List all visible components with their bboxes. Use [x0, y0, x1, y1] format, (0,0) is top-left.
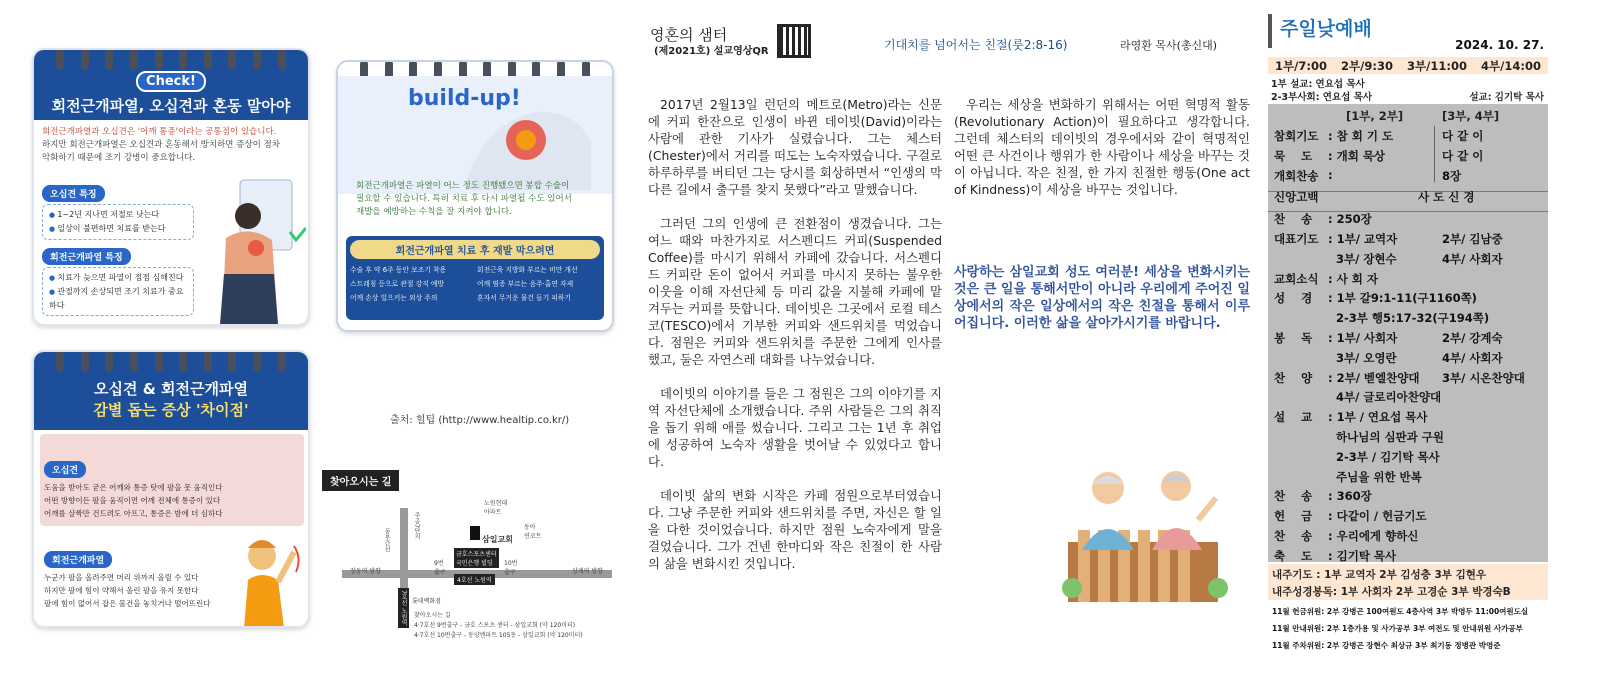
map-label: 9번 출구: [434, 560, 446, 576]
order-value: : 김기탁 목사: [1328, 548, 1397, 563]
order-value: : 개회 묵상: [1328, 148, 1386, 163]
order-label: 개회찬송: [1274, 168, 1319, 183]
order-value-secondary: 다 같 이: [1442, 148, 1484, 163]
order-value: 하나님의 심판과 구원: [1328, 430, 1444, 444]
order-value: 4부/ 글로리아찬양대: [1328, 390, 1442, 405]
map-label: 상계역 방향: [572, 568, 603, 575]
tip-item: 혼자서 무거운 물건 들기 피하기: [477, 294, 571, 302]
card-title: build-up!: [408, 86, 521, 111]
order-label: 신앙고백: [1274, 190, 1319, 205]
order-value-secondary: 3부/ 시온찬양대: [1442, 370, 1525, 385]
order-value-secondary: 다 같 이: [1442, 129, 1484, 143]
section-label: 회전근개파열: [44, 551, 112, 568]
sermon-number: (제2021호) 설교영상QR: [654, 46, 769, 57]
order-value: : 1부/ 교역자: [1328, 232, 1398, 246]
body-line: 필요할 수 있습니다. 특히 치료 후 다시 파열될 수도 있어서: [356, 194, 572, 204]
map-label: 10번 출구: [504, 560, 518, 576]
order-value: :: [1328, 167, 1333, 182]
worship-title: 주일낮예배: [1268, 14, 1548, 48]
map-label: 동아 연코트: [524, 524, 542, 540]
paragraph: 그러던 그의 인생에 큰 전환점이 생겼습니다. 그는 여느 때와 마찬가지로 서스펜디드 커피(Suspended Coffee)를 마시기 위해서 카페에 갔습니다. 서스펜디드 커피란 돈이 없어서 커피를 마시지 못하는 불우한 이웃을 이해 자선단체 등 미리 값을 지불해 카페에 맡겨두는 커피를 뜻합니다. 데이빗은 그곳에서 로컬 테스코(TESCO)에서 기부한 커피와 샌드위치를 먹었습니다. 점원은 커피와 샌드위치를 주문한 그에게 인사를 했고, 둘은 자연스레 대화를 나누었습니다.: [648, 216, 942, 367]
list-item: 어떤 방향이든 팔을 움직이면 어깨 전체에 통증이 있다: [44, 496, 221, 505]
order-value: : 다같이 / 헌금기도: [1328, 509, 1427, 524]
order-value-secondary: 4부/ 사회자: [1442, 350, 1503, 365]
body-line: 회전근개파열은 파열이 어느 정도 진행됐으면 봉합 수술이: [356, 181, 570, 191]
intro-line: 회전근개파열과 오십견은 '어깨 통증'이라는 공통점이 있습니다.: [42, 127, 277, 137]
elderly-couple-illustration: [1058, 460, 1228, 602]
order-value: 3부/ 장현수: [1328, 251, 1397, 266]
map-label: 주공7단지: [413, 512, 420, 540]
next-prayer: 내주기도 : 1부 교역자 2부 김성충 3부 김현우: [1272, 569, 1486, 581]
order-value-secondary: 2부/ 김남중: [1442, 232, 1503, 246]
health-card-check: [32, 48, 310, 326]
order-value: : 우리에게 향하신: [1328, 529, 1419, 543]
order-label: 찬 송: [1274, 489, 1313, 504]
tip-item: 어깨 염증 부르는 음주·흡연 자제: [477, 280, 574, 288]
order-value: 주님을 위한 반복: [1328, 469, 1422, 484]
tip-item: 어깨 손상 일으키는 외상 주의: [350, 294, 438, 302]
service-times-bar: [1268, 57, 1548, 74]
paragraph: 데이빗의 이야기를 들은 그 점원은 그의 이야기를 지역 자선단체에 소개했습니다. 주위 사람들은 그의 취직을 돕기 위해 애를 썼습니다. 그리고 그는 1년 후 취업에 성공하여 노숙자 생활을 벗어날 수 있었다고 합니다.: [648, 386, 942, 469]
next-reading: 내주성경봉독: 1부 사회자 2부 고경순 3부 박경숙B: [1272, 586, 1511, 598]
divider: [1434, 126, 1435, 182]
stretching-woman-illustration: [230, 532, 306, 628]
preacher-line: 1부 설교: 연요섭 목사: [1271, 79, 1365, 90]
tip-item: 스트레칭 등으로 관절 강직 예방: [350, 280, 444, 288]
sermon-title: 기대치를 넘어서는 친절(룻2:8-16): [884, 38, 1068, 52]
order-value: : 1부/ 사회자: [1328, 331, 1398, 345]
service-time: 2부/9:30: [1341, 58, 1393, 73]
sermon-header: [650, 24, 1250, 64]
order-value: 2-3부 / 김기탁 목사: [1328, 449, 1440, 464]
paragraph: 2017년 2월13일 런던의 메트로(Metro)라는 신문에 커피 한잔으로 인생이 바뀐 데이빗(David)이라는 사람에 관한 기사가 실렸습니다. 그는 체스터(Chester)에서 거리를 떠도는 노숙자였습니다. 구걸로 하루하루를 버티던 그는 당시를 회상하면서 “인생의 막다른 길에서 출구를 찾지 못했다”라고 말했습니다.: [648, 97, 942, 197]
service-time: 4부/14:00: [1481, 58, 1541, 73]
order-value-secondary: 2부/ 강계숙: [1442, 331, 1503, 345]
map-label: 노원현대 아파트: [484, 500, 508, 516]
section-label: 오십견 특징: [42, 185, 105, 202]
order-value: 3부/ 오영란: [1328, 350, 1397, 365]
map-label: 동부간선: [383, 528, 390, 552]
intro-line: 악화하기 때문에 조기 강병이 중요합니다.: [42, 153, 196, 163]
intro-line: 하지만 회전근개파열은 오십견과 혼동해서 방치하면 증상이 점차: [42, 140, 280, 150]
shoulder-pain-illustration: [200, 178, 306, 324]
preacher-line: 설교: 김기탁 목사: [1469, 92, 1544, 103]
map-label: 장동역 방향: [350, 568, 381, 575]
body-line: 재발을 예방하는 수칙을 잘 지켜야 합니다.: [356, 207, 512, 217]
order-value: : 1부 / 연요섭 목사: [1328, 410, 1428, 425]
tips-box: [346, 236, 604, 320]
worship-order-panel: [1268, 14, 1548, 654]
list-item: 팔에 힘이 없어서 잡은 물건을 놓치거나 떨어뜨린다: [44, 599, 211, 608]
service-time: 3부/11:00: [1407, 58, 1467, 73]
order-label: 참회기도: [1274, 129, 1319, 143]
order-label: 찬 송: [1274, 529, 1313, 543]
preacher-line: 2-3부사회: 연요섭 목사: [1271, 92, 1372, 103]
qr-code: [777, 24, 811, 58]
list-item: 도움을 받아도 굳은 어깨와 통증 탓에 팔을 못 움직인다: [44, 483, 223, 492]
card-title: 오십견 & 회전근개파열: [94, 380, 248, 398]
section-label: 회전근개파열 특징: [42, 248, 131, 265]
list-item: ● 치료가 늦으면 파열이 점점 심해진다: [49, 271, 187, 285]
duty-line: 11월 안내위원: 2부 1층가용 및 사가공부 3부 여전도 및 안내위원 사가공부: [1272, 624, 1523, 633]
tip-item: 회전근육 지방화 부르는 비만 개선: [477, 266, 578, 274]
directions-line: 4·7호선 10번출구 - 동양엔파트 105동 - 삼일교회 (약 120미터): [414, 632, 583, 639]
service-time: 1부/7:00: [1275, 58, 1327, 73]
order-label: 봉 독: [1274, 331, 1313, 345]
tips-title: 회전근개파열 치료 후 재발 막으려면: [350, 240, 600, 259]
sermon-author: 라영환 목사(총신대): [1120, 39, 1218, 52]
order-label: 교회소식: [1274, 271, 1319, 286]
column-header: [3부, 4부]: [1442, 109, 1500, 123]
section-label: 오십견: [44, 461, 86, 478]
list-item: ● 일상이 불편하면 치료를 받는다: [49, 222, 187, 236]
next-week-box: [1268, 564, 1548, 600]
order-value: : 360장: [1328, 489, 1372, 504]
list-item: 누군가 팔을 올려주면 머리 위까지 올릴 수 있다: [44, 573, 199, 582]
order-value: : 사 회 자: [1328, 271, 1378, 286]
list-item: ● 1~2년 지나면 저절로 낫는다: [49, 208, 187, 222]
directions-line: 4·7호선 9번출구 - 금호 스포츠 센터 - 삼일교회 (약 120미터): [414, 622, 576, 629]
order-value-secondary: 8장: [1442, 168, 1462, 183]
location-map: [322, 470, 620, 642]
column-header: [1부, 2부]: [1346, 109, 1404, 123]
sermon-column-1: [648, 96, 942, 589]
card-title: 회전근개파열, 오십견과 혼동 말아야: [51, 97, 291, 115]
card-subtitle: 감별 돕는 증상 '차이점': [93, 401, 249, 419]
church-label: 삼일교회: [482, 535, 513, 544]
binder-rings: [34, 48, 308, 66]
map-tag: 찾아오시는 길: [322, 470, 399, 491]
health-card-difference: [32, 350, 310, 628]
source-credit: 출처: 힐팁 (http://www.healtip.co.kr/): [390, 415, 570, 426]
tip-item: 수술 후 약 6주 동안 보조기 착용: [350, 266, 447, 274]
order-value: : 1부 갈9:1-11(구1160쪽): [1328, 291, 1477, 306]
worship-date: 2024. 10. 27.: [1455, 38, 1544, 52]
order-label: 묵 도: [1274, 148, 1313, 163]
paragraph: 우리는 세상을 변화하기 위해서는 어떤 혁명적 활동(Revolutionary Action)이 필요하다고 생각합니다. 그런데 체스터의 데이빗의 경우에서와 같이 혁명적인 어떤 큰 사건이나 행위가 한 사람이나 세상을 바꾸는 것이 아닙니다. 작은 친절, 한 가지 친절한 행동(One act of Kindness)이 세상을 바꾸는 것입니다.: [954, 97, 1250, 197]
check-badge: Check!: [136, 71, 206, 92]
map-label: 롯데백화점: [412, 598, 441, 605]
sermon-column-2: [954, 96, 1250, 215]
order-label: 성 경: [1274, 291, 1313, 306]
order-value-secondary: 사 도 신 경: [1418, 190, 1475, 205]
duty-line: 11월 주차위원: 2부 강병곤 장현수 최상규 3부 최기동 정병관 박영준: [1272, 641, 1501, 650]
order-value-secondary: 4부/ 사회자: [1442, 251, 1503, 266]
map-label: 금호스포츠센터 국민은행 빌딩: [454, 548, 499, 568]
order-value: : 250장: [1328, 212, 1372, 227]
order-value: 2-3부 행5:17-32(구194쪽): [1328, 311, 1490, 326]
order-label: 설 교: [1274, 410, 1313, 425]
order-label: 찬 양: [1274, 370, 1313, 385]
station-label: 7호선 노원역: [400, 590, 407, 626]
order-value: : 2부/ 벧엘찬양대: [1328, 370, 1420, 385]
directions-title: 찾아오시는 길: [414, 612, 451, 619]
order-label: 찬 송: [1274, 212, 1313, 227]
order-label: 대표기도: [1274, 232, 1319, 246]
column-label: 영혼의 샘터: [650, 26, 728, 44]
order-label: 헌 금: [1274, 509, 1313, 524]
binder-rings: [34, 350, 308, 368]
health-card-buildup: [336, 60, 614, 332]
station-label: 4호선 노원역: [454, 574, 495, 585]
paragraph: 데이빗 삶의 변화 시작은 카페 점원으로부터였습니다. 그냥 주문한 커피와 샌드위치를 주면, 자신은 할 일을 다한 것이었습니다. 하지만 점원 노숙자에게 말을 걸었습니다. 그가 건넨 한마디와 작은 친절이 한 사람의 삶을 변화시킨 것입니다.: [648, 488, 942, 571]
list-item: 하지만 팔에 힘이 약해서 올린 팔을 유지 못한다: [44, 586, 199, 595]
church-icon: [470, 526, 480, 540]
duty-line: 11월 헌금위원: 2부 강병곤 100여원도 4층사역 3부 박영두 11:00여원도실: [1272, 607, 1529, 616]
order-value: : 참 회 기 도: [1328, 129, 1394, 143]
blessing-message: 사랑하는 삼일교회 성도 여러분! 세상을 변화시키는 것은 큰 일을 통해서만이 아니라 우리에게 주어진 일상에서의 작은 일상에서의 작은 친절을 통해서 이루어집니다. 이러한 삶을 살아가시기를 바랍니다.: [954, 265, 1250, 331]
list-item: 어깨를 살짝만 건드려도 아프고, 통증은 밤에 더 심하다: [44, 509, 223, 518]
order-box: [1268, 104, 1548, 562]
order-label: 축 도: [1274, 548, 1313, 563]
list-item: ● 관절까지 손상되면 조기 치료가 중요하다: [49, 285, 187, 312]
